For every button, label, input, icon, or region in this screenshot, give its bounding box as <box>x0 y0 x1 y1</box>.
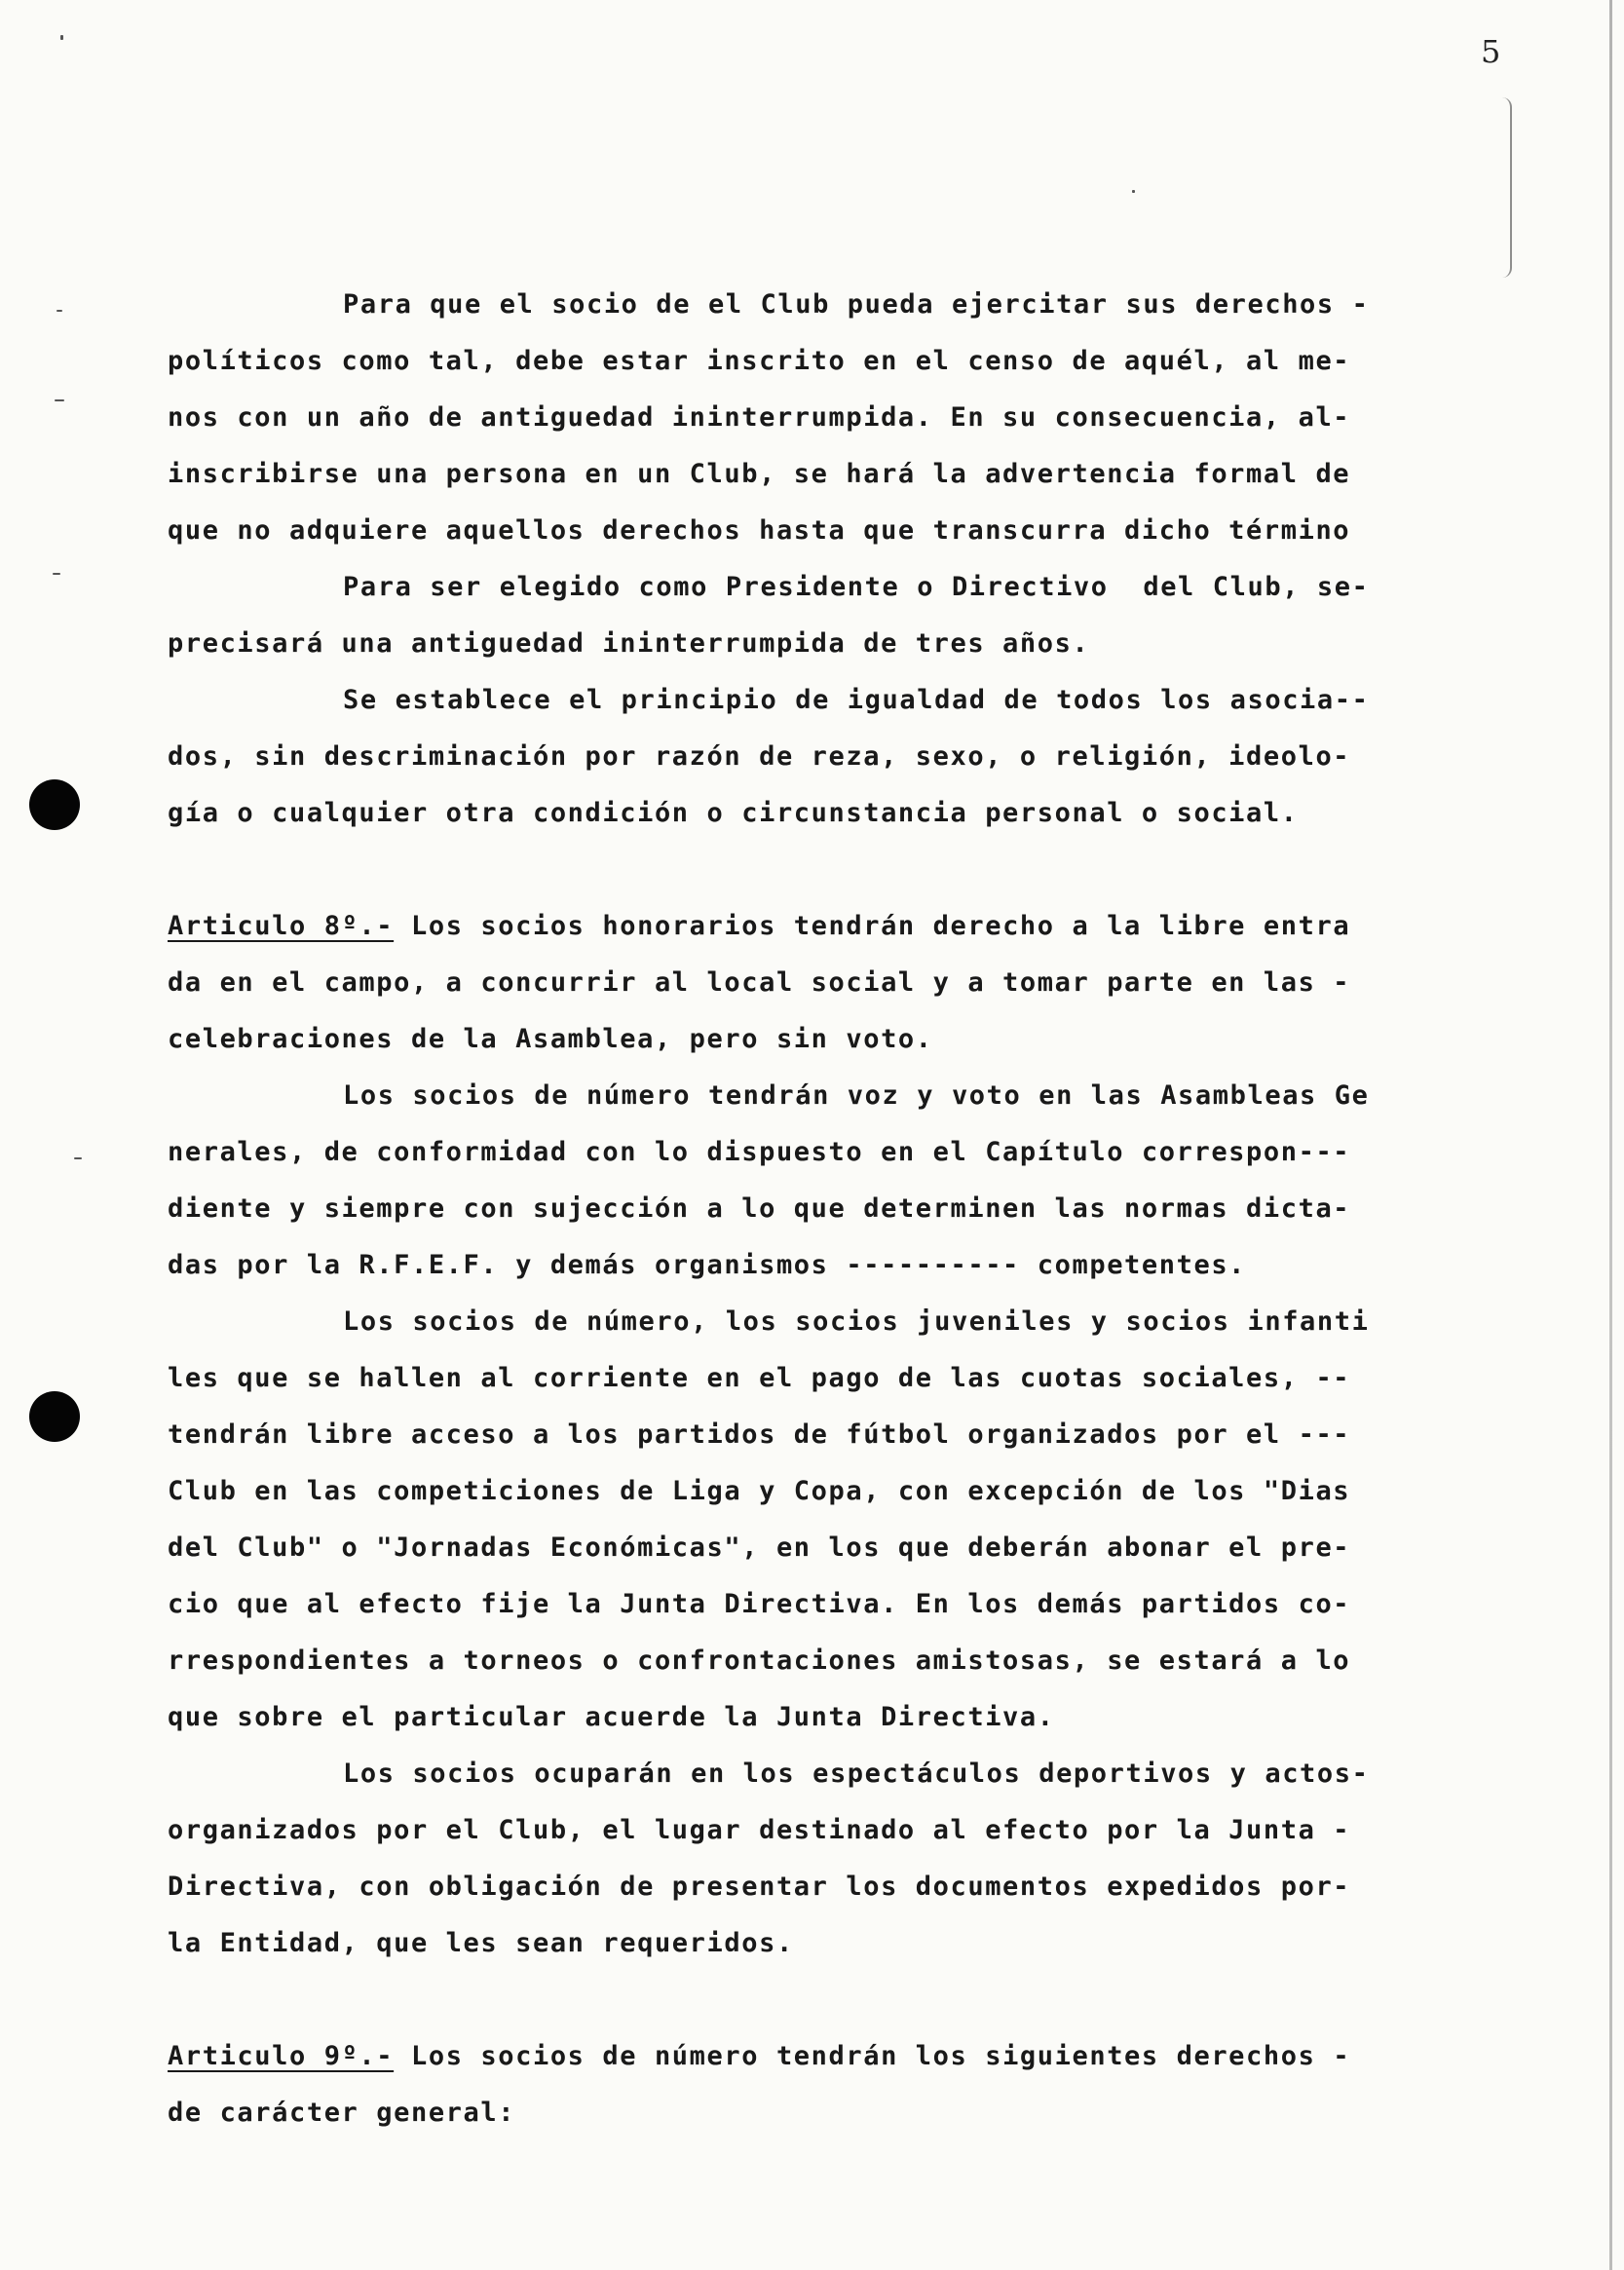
punch-hole-bottom <box>29 1391 80 1442</box>
text-line <box>168 898 1510 955</box>
text-line: nos con un año de antiguedad ininterrumpida. En su consecuencia, al- <box>168 402 1351 433</box>
text-line: Club en las competiciones de Liga y Copa, con excepción de los "Dias <box>168 1476 1351 1506</box>
paper-speck <box>60 35 63 40</box>
text-line: precisará una antiguedad ininterrumpida de tres años. <box>168 628 1090 659</box>
text-line: nerales, de conformidad con lo dispuesto en el Capítulo correspon--- <box>168 1137 1351 1167</box>
text-line: que sobre el particular acuerde la Junta Directiva. <box>168 1702 1055 1732</box>
paper-speck <box>57 310 62 312</box>
text-line: celebraciones de la Asamblea, pero sin voto. <box>168 1024 933 1054</box>
text-line: de carácter general: <box>168 2098 516 2128</box>
text-line: diente y siempre con sujección a lo que determinen las normas dicta- <box>168 1193 1351 1224</box>
page-number: 5 <box>1481 33 1501 70</box>
text-line: que no adquiere aquellos derechos hasta que transcurra dicho término <box>168 515 1351 546</box>
article-8-text: Los socios honorarios tendrán derecho a la libre entra <box>394 911 1351 941</box>
article-8-heading: Articulo 8º.- <box>168 911 395 941</box>
text-line: Se establece el principio de igualdad de todos los asocia-- <box>343 685 1370 715</box>
text-line: Los socios de número tendrán voz y voto en las Asambleas Ge <box>343 1080 1370 1111</box>
text-line: la Entidad, que les sean requeridos. <box>168 1928 794 1958</box>
text-line: inscribirse una persona en un Club, se hará la advertencia formal de <box>168 459 1351 489</box>
paper-speck <box>55 399 64 401</box>
text-line: Directiva, con obligación de presentar los documentos expedidos por- <box>168 1872 1351 1902</box>
text-line: gía o cualquier otra condición o circunstancia personal o social. <box>168 798 1299 828</box>
punch-hole-top <box>29 779 80 830</box>
text-line: organizados por el Club, el lugar destinado al efecto por la Junta - <box>168 1815 1351 1845</box>
page-edge-shadow <box>1609 0 1612 2270</box>
text-line: rrespondientes a torneos o confrontaciones amistosas, se estará a lo <box>168 1646 1351 1676</box>
text-line: Los socios ocuparán en los espectáculos deportivos y actos- <box>343 1759 1370 1789</box>
text-line: Para que el socio de el Club pueda ejercitar sus derechos - <box>343 289 1370 320</box>
paper-speck <box>74 1157 82 1159</box>
text-line <box>168 2028 1510 2085</box>
article-9-text: Los socios de número tendrán los siguientes derechos - <box>394 2041 1351 2071</box>
text-line: da en el campo, a concurrir al local social y a tomar parte en las - <box>168 967 1351 998</box>
article-9-heading: Articulo 9º.- <box>168 2041 395 2071</box>
margin-bracket-mark <box>1498 97 1512 278</box>
text-line: dos, sin descriminación por razón de reza, sexo, o religión, ideolo- <box>168 741 1351 772</box>
paper-speck <box>1132 190 1135 193</box>
text-line: políticos como tal, debe estar inscrito en el censo de aquél, al me- <box>168 346 1351 376</box>
text-line: del Club" o "Jornadas Económicas", en los que deberán abonar el pre- <box>168 1532 1351 1563</box>
text-line: Para ser elegido como Presidente o Directivo del Club, se- <box>343 572 1370 602</box>
text-line: das por la R.F.E.F. y demás organismos ---------- competentes. <box>168 1250 1247 1280</box>
text-line: cio que al efecto fije la Junta Directiva. En los demás partidos co- <box>168 1589 1351 1619</box>
paper-speck <box>53 573 60 575</box>
text-line: tendrán libre acceso a los partidos de fútbol organizados por el --- <box>168 1419 1351 1450</box>
text-line: Los socios de número, los socios juveniles y socios infanti <box>343 1306 1370 1337</box>
text-line: les que se hallen al corriente en el pago de las cuotas sociales, -- <box>168 1363 1351 1393</box>
